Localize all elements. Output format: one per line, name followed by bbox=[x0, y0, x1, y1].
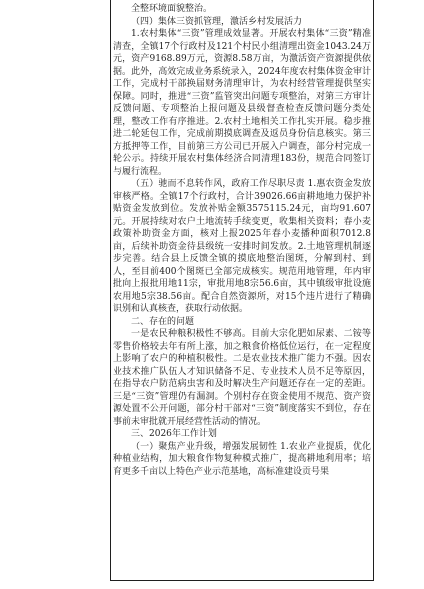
heading-problems: 二、存在的问题 bbox=[131, 316, 195, 327]
paragraph-style: （五）驰而不息转作风，政府工作尽职尽责 1.惠农资金发放审核严格。全镇17个行政村，合计39026.66亩耕地地力保护补贴资金发放到位。发放补贴金额3575115.24元，亩均91.607元。开展持续对农户土地流转手续变更，收集相关资料；春小麦政策补助资金方面，核对上报2025年春小麦播种面积7012.8亩，后续补助资金待县级统一安排时间发放。2.土地管理机制逐步完善。结合县上反馈全镇的摸底地整治图斑，分解到村、到人，至目前400个图斑已全部完成核实。规范用地管理，年内审批向上报批用地11宗，审批用地8宗56.6亩，其中镇级审批设施农用地5宗38.56亩。配合自然资源所，对15个违片进行了精确识别和认真核查，获取行动依据。 bbox=[113, 179, 371, 314]
paragraph-problems: 一是农民种粮积极性不够高。目前大宗化肥如尿素、二铵等零售价格较去年有所上涨，加之粮食价格低位运行，在一定程度上影响了农户的种植积极性。二是农业技术推广能力不强。因农业技术推广队伍人才知识储备不足、专业技术人员不足等原因，在指导农户防范病虫害和及时解决生产问题还存在一定的差距。三是“三资”管理仍有漏洞。个别村存在资金使用不规范、资产资源处置不公开问题，部分村干部对“三资”制度落实不到位，存在事前未审批就开展经营性活动的情况。 bbox=[113, 329, 371, 427]
paragraph-env: 全整环境面貌整治。 bbox=[131, 4, 213, 14]
document-body bbox=[113, 3, 371, 478]
heading-assets: （四）集体三资抓管理，激活乡村发展活力 bbox=[131, 16, 303, 27]
heading-plan: 三、2026年工作计划 bbox=[131, 429, 217, 439]
paragraph-plan: （一）聚焦产业升级，增强发展韧性 1.农业产业提质，优化种植业结构，加大粮食作物复种模式推广，提高耕地利用率；培育更多千亩以上特色产业示范基地，高标准建设贡号果 bbox=[113, 441, 371, 477]
paragraph-assets: 1.农村集体“三资”管理成效显著。开展农村集体“三资”精准清查，全镇17个行政村及121个村民小组清理出资金1043.24万元，资产9168.89万元，资源8.58万亩，为激活资产资源提供依据。此外，高效完成业务系统录入，2024年度农村集体资金审计工作，完成村干部换届财务清理审计，为农村经营管理提供坚实保障。同时，推进“三资”监管突出问题专项整治，对第三方审计反馈问题、专项整治上报问题及县级督查检查反馈问题分类处理，整改工作有序推进。2.农村土地相关工作扎实开展。稳步推进二轮延包工作，完成前期摸底调查及返员身份信息核实。第三方抵押等工作，目前第三方公司已开展入户调查，部分村完成一轮公示。持续开展农村集体经济合同清理183份，规范合同签订与履行流程。 bbox=[113, 29, 371, 177]
